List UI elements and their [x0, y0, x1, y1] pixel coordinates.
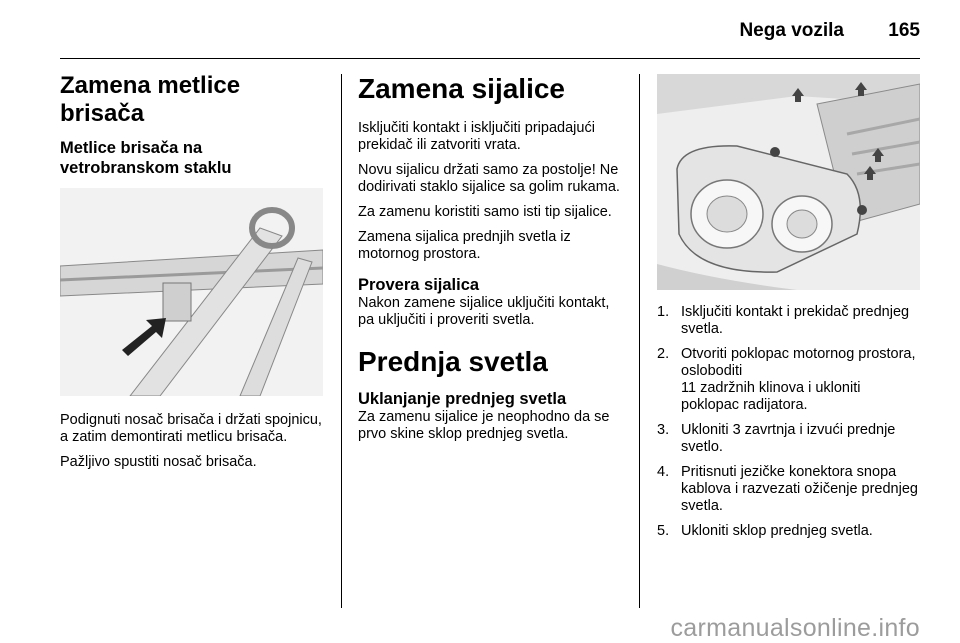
header-rule — [60, 58, 920, 59]
bulb-paragraph-2: Novu sijalicu držati samo za postolje! Ne dodirivati staklo sijalice sa golim rukama. — [358, 162, 620, 195]
step-item: 2. Otvoriti poklopac motornog prostora, osloboditi 11 zadržnih klinova i ukloniti poklopac radijatora. — [657, 346, 916, 413]
column-divider-2 — [639, 74, 640, 608]
column-wiper — [60, 72, 328, 479]
wiper-illustration — [60, 188, 323, 396]
bulb-replacement-heading: Zamena sijalice — [358, 73, 566, 104]
bulb-check-heading: Provera sijalica — [358, 276, 480, 294]
bulb-paragraph-1: Isključiti kontakt i isključiti pripadajući prekidač ili zatvoriti vrata. — [358, 120, 595, 153]
bulb-paragraph-3: Za zamenu koristiti samo isti tip sijalice. — [358, 204, 612, 220]
steps-list — [657, 304, 920, 540]
headlight-illustration — [657, 74, 920, 290]
step-item: 3. Ukloniti 3 zavrtnja i izvući prednje svetlo. — [657, 422, 896, 455]
step-item: 1. Isključiti kontakt i prekidač prednjeg svetla. — [657, 304, 910, 337]
bulb-paragraph-4: Zamena sijalica prednjih svetla iz motornog prostora. — [358, 229, 571, 262]
page-header — [0, 0, 960, 58]
page-number: 165 — [888, 20, 920, 41]
column-steps — [657, 72, 920, 548]
watermark-link[interactable]: carmanualsonline.info — [670, 614, 920, 642]
headlight-removal-heading: Uklanjanje prednjeg svetla — [358, 390, 567, 408]
headlights-heading: Prednja svetla — [358, 346, 548, 377]
wiper-heading: Zamena metlice brisača — [60, 72, 241, 127]
step-item: 5. Ukloniti sklop prednjeg svetla. — [657, 523, 873, 539]
wiper-paragraph-2: Pažljivo spustiti nosač brisača. — [60, 454, 257, 470]
column-divider-1 — [341, 74, 342, 608]
wiper-subheading-line2: vetrobranskom staklu — [60, 159, 232, 177]
bulb-paragraph-5: Nakon zamene sijalice uključiti kontakt, pa uključiti i proveriti svetla. — [358, 295, 610, 328]
column-bulbs — [358, 72, 623, 451]
section-title: Nega vozila — [739, 20, 844, 41]
bulb-paragraph-6: Za zamenu sijalice je neophodno da se prvo skine sklop prednjeg svetla. — [358, 409, 610, 442]
wiper-subheading-line1: Metlice brisača na — [60, 139, 203, 157]
wiper-paragraph-1: Podignuti nosač brisača i držati spojnicu, a zatim demontirati metlicu brisača. — [60, 412, 322, 445]
step-item: 4. Pritisnuti jezičke konektora snopa kablova i razvezati ožičenje prednjeg svetla. — [657, 464, 918, 514]
